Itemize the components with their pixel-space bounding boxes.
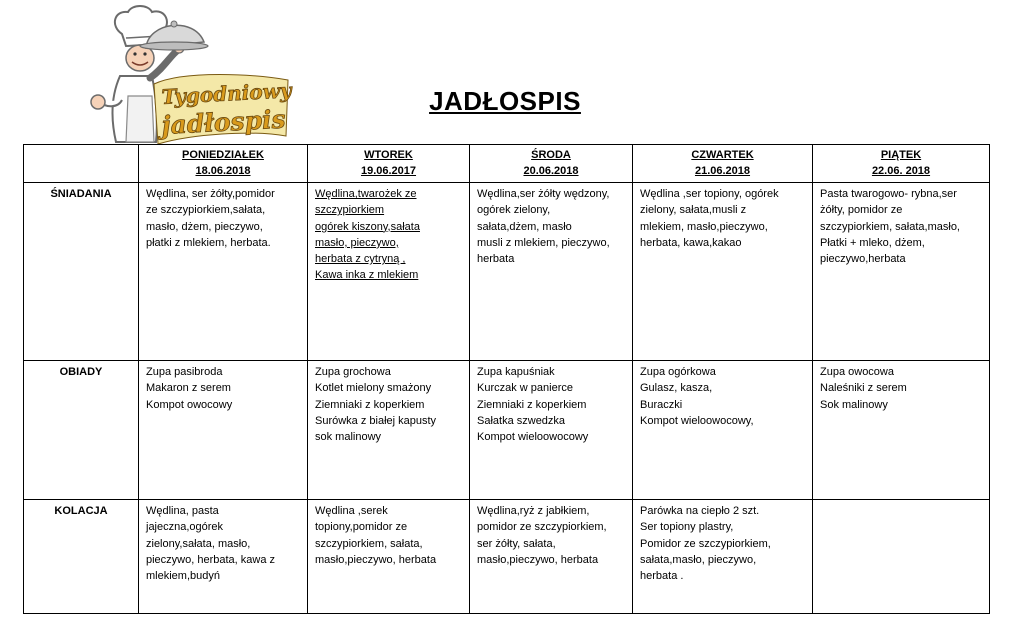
- day-name: CZWARTEK: [691, 149, 754, 161]
- meal-cell: Pasta twarogowo- rybna,ser żółty, pomidor ze szczypiorkiem, sałata,masło, Płatki + mleko, dżem, pieczywo,herbata: [813, 183, 990, 361]
- meal-cell: Wędlina ,ser topiony, ogórek zielony, sałata,musli z mlekiem, masło,pieczywo, herbata, kawa,kakao: [633, 183, 813, 361]
- logo-line1: Tygodniowy: [161, 78, 293, 109]
- header-row: [24, 145, 990, 183]
- row-label-lunch: OBIADY: [24, 361, 139, 500]
- corner-cell: [24, 145, 139, 183]
- day-name: WTOREK: [364, 149, 413, 161]
- logo: [82, 4, 294, 146]
- day-date: 20.06.2018: [523, 165, 579, 178]
- meal-cell: [813, 500, 990, 614]
- logo-line2: jadłospis: [160, 104, 287, 140]
- day-name: PONIEDZIAŁEK: [182, 149, 264, 161]
- day-header-wednesday: [470, 145, 633, 183]
- day-date: 22.06. 2018: [871, 165, 931, 178]
- meal-cell: Zupa grochowa Kotlet mielony smażony Ziemniaki z koperkiem Surówka z białej kapusty sok malinowy: [308, 361, 470, 500]
- meal-cell: Zupa owocowa Naleśniki z serem Sok malinowy: [813, 361, 990, 500]
- row-label-breakfast: ŚNIADANIA: [24, 183, 139, 361]
- day-header-thursday: [633, 145, 813, 183]
- meal-cell: Parówka na ciepło 2 szt. Ser topiony plastry, Pomidor ze szczypiorkiem, sałata,masło, pieczywo, herbata .: [633, 500, 813, 614]
- menu-table: [23, 144, 990, 614]
- dinner-row: [24, 500, 990, 614]
- meal-cell: Wędlina ,serek topiony,pomidor ze szczypiorkiem, sałata, masło,pieczywo, herbata: [308, 500, 470, 614]
- chef-holding-cloche-icon: [82, 4, 294, 146]
- meal-cell: Wędlina, ser żółty,pomidor ze szczypiorkiem,sałata, masło, dżem, pieczywo, płatki z mlekiem, herbata.: [139, 183, 308, 361]
- page-title: JADŁOSPIS: [429, 86, 581, 116]
- meal-cell: Wędlina, pasta jajeczna,ogórek zielony,sałata, masło, pieczywo, herbata, kawa z mlekiem,budyń: [139, 500, 308, 614]
- meal-cell: Zupa ogórkowa Gulasz, kasza, Buraczki Kompot wieloowocowy,: [633, 361, 813, 500]
- day-date: 18.06.2018: [195, 165, 251, 178]
- meal-cell: Wędlina,ryż z jabłkiem, pomidor ze szczypiorkiem, ser żółty, sałata, masło,pieczywo, herbata: [470, 500, 633, 614]
- meal-cell: Zupa pasibroda Makaron z serem Kompot owocowy: [139, 361, 308, 500]
- day-date: 21.06.2018: [694, 165, 751, 178]
- day-name: ŚRODA: [531, 149, 571, 161]
- lunch-row: [24, 361, 990, 500]
- day-name: PIĄTEK: [880, 149, 922, 161]
- meal-cell: Wędlina,ser żółty wędzony, ogórek zielony, sałata,dżem, masło musli z mlekiem, pieczywo, herbata: [470, 183, 633, 361]
- meal-cell: Zupa kapuśniak Kurczak w panierce Ziemniaki z koperkiem Sałatka szwedzka Kompot wieloowocowy: [470, 361, 633, 500]
- day-date: 19.06.2017: [360, 165, 417, 178]
- breakfast-row: [24, 183, 990, 361]
- day-header-monday: [139, 145, 308, 183]
- day-header-friday: [813, 145, 990, 183]
- day-header-tuesday: [308, 145, 470, 183]
- meal-cell: Wędlina,twarożek ze szczypiorkiem ogórek kiszony,sałata masło, pieczywo, herbata z cytryną , Kawa inka z mlekiem: [308, 183, 470, 361]
- row-label-dinner: KOLACJA: [24, 500, 139, 614]
